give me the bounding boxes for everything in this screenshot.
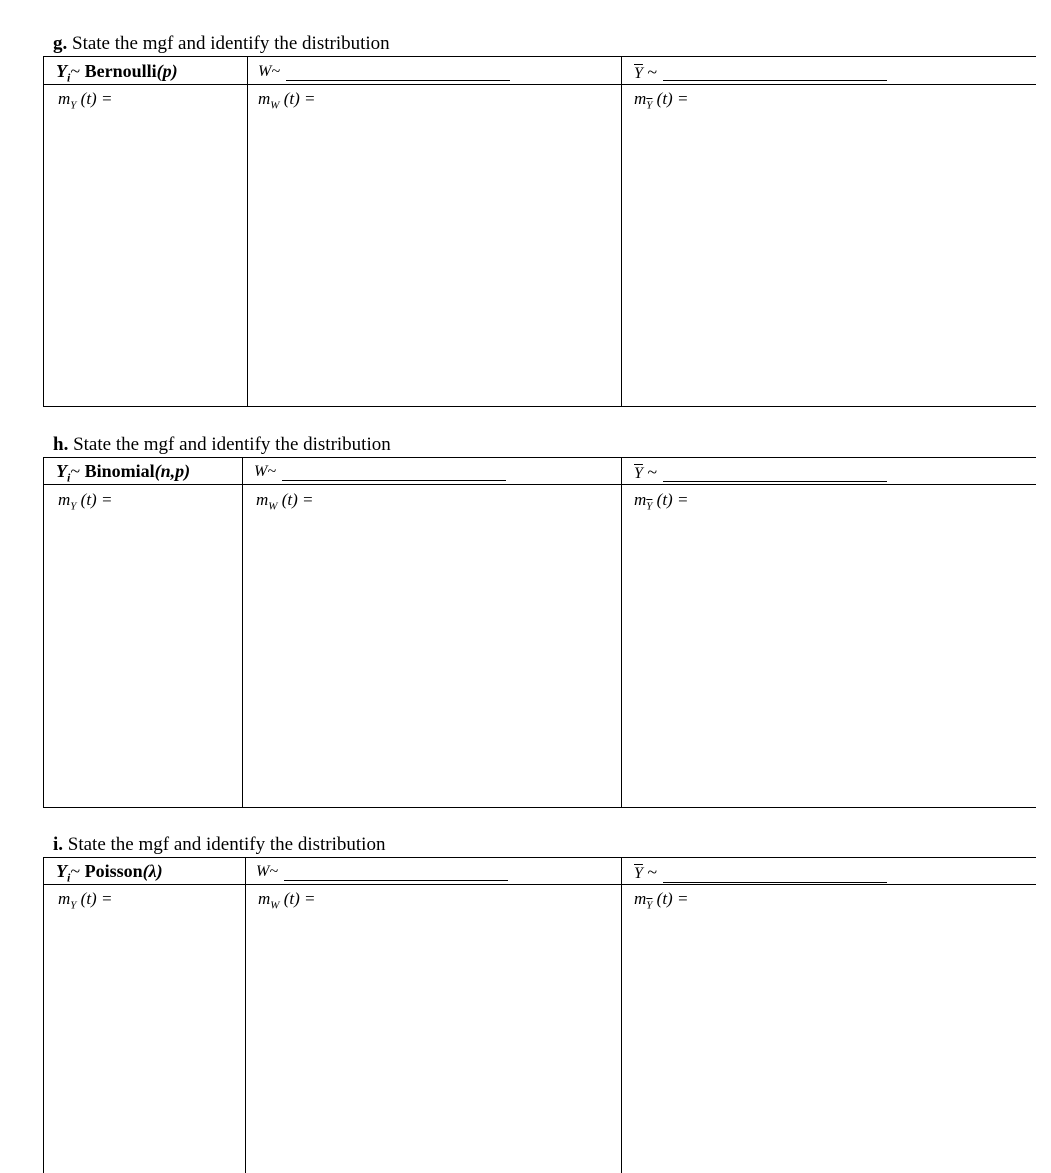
- mgf-w-label: $m_W$ (t) =: [256, 490, 314, 513]
- section-letter: i.: [53, 834, 64, 855]
- section-heading: [53, 834, 385, 856]
- distribution-name: Bernoulli(p): [84, 61, 178, 81]
- section-title: State the mgf and identify the distribution: [68, 434, 391, 455]
- table-header-divider: [43, 884, 1036, 885]
- ybar-label: $\overline{Y}$ ~: [634, 62, 658, 82]
- table-header-divider: [43, 484, 1036, 485]
- w-label: W~: [258, 63, 280, 80]
- w-label: W~: [256, 863, 278, 880]
- yi-label: $Y_i$: [56, 61, 71, 85]
- section-title: State the mgf and identify the distribution: [63, 834, 386, 855]
- mgf-ybar-label: $m_{\overline{Y}}$ (t) =: [634, 89, 689, 112]
- ybar-answer-blank[interactable]: [663, 481, 887, 482]
- mgf-w-label: $m_W$ (t) =: [258, 89, 316, 112]
- w-answer-blank[interactable]: [282, 480, 506, 481]
- mgf-w-answer-area[interactable]: [246, 912, 621, 1173]
- mgf-ybar-answer-area[interactable]: [622, 912, 1036, 1173]
- yi-label: $Y_i$: [56, 461, 71, 485]
- yi-distribution-cell: [56, 60, 178, 89]
- w-answer-blank[interactable]: [286, 80, 510, 81]
- mgf-ybar-label: $m_{\overline{Y}}$ (t) =: [634, 490, 689, 513]
- distribution-name: Poisson(λ): [84, 861, 163, 881]
- mgf-y-answer-area[interactable]: [44, 112, 247, 406]
- table-bottom-border: [43, 807, 1036, 808]
- section-heading: [53, 434, 391, 456]
- mgf-ybar-label: $m_{\overline{Y}}$ (t) =: [634, 889, 689, 912]
- table-bottom-border: [43, 406, 1036, 407]
- mgf-y-label: $m_Y$ (t) =: [58, 89, 113, 112]
- tilde: ~: [70, 61, 81, 81]
- yi-label: $Y_i$: [56, 861, 71, 885]
- mgf-w-answer-area[interactable]: [243, 513, 621, 807]
- ybar-label: $\overline{Y}$ ~: [634, 462, 658, 482]
- tilde: ~: [70, 861, 81, 881]
- section-heading: [53, 33, 390, 55]
- mgf-y-answer-area[interactable]: [44, 513, 242, 807]
- yi-distribution-cell: [56, 460, 190, 489]
- yi-distribution-cell: [56, 860, 163, 889]
- table-header-divider: [43, 84, 1036, 85]
- section-letter: g.: [53, 33, 68, 54]
- table-top-border: [43, 857, 1036, 858]
- ybar-answer-blank[interactable]: [663, 80, 887, 81]
- tilde: ~: [70, 461, 81, 481]
- table-top-border: [43, 56, 1036, 57]
- mgf-y-answer-area[interactable]: [44, 912, 245, 1173]
- ybar-answer-blank[interactable]: [663, 882, 887, 883]
- ybar-label: $\overline{Y}$ ~: [634, 862, 658, 882]
- mgf-w-label: $m_W$ (t) =: [258, 889, 316, 912]
- w-label: W~: [254, 463, 276, 480]
- table-top-border: [43, 457, 1036, 458]
- mgf-y-label: $m_Y$ (t) =: [58, 490, 113, 513]
- section-letter: h.: [53, 434, 69, 455]
- distribution-name: Binomial(n,p): [84, 461, 191, 481]
- section-title: State the mgf and identify the distribution: [67, 33, 390, 54]
- mgf-ybar-answer-area[interactable]: [622, 112, 1036, 406]
- mgf-ybar-answer-area[interactable]: [622, 513, 1036, 807]
- mgf-y-label: $m_Y$ (t) =: [58, 889, 113, 912]
- w-answer-blank[interactable]: [284, 880, 508, 881]
- mgf-w-answer-area[interactable]: [248, 112, 621, 406]
